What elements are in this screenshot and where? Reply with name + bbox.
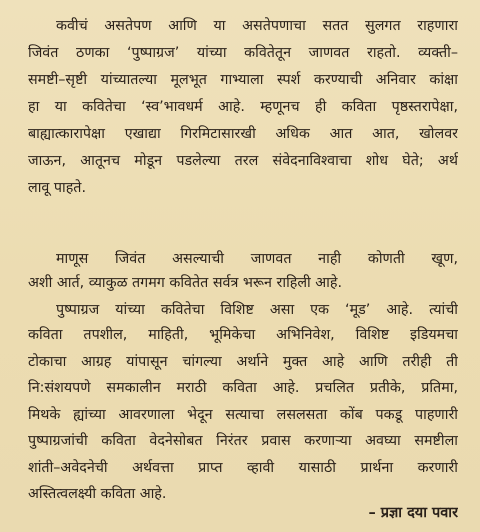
paragraph-1-line-5: बाह्यात्कारापेक्षा एखाद्या गिरमिटासारखी अधिक आत आत, खोलवर: [28, 126, 458, 142]
paragraph-3-line-3: टोकाचा आग्रह यांपासून चांगल्या अर्थाने मुक्त आहे आणि तरीही ती: [28, 354, 458, 370]
paragraph-3-line-1: पुष्पाग्रज यांच्या कवितेचा विशिष्ट असा एक ‘मूड’ आहे. त्यांची: [56, 302, 458, 318]
paragraph-1-line-3: समष्टी–सृष्टी यांच्यातल्या मूलभूत गाभ्याला स्पर्श करण्याची अनिवार कांक्षा: [28, 72, 458, 88]
paragraph-3-line-8: अस्तित्वलक्ष्यी कविता आहे.: [28, 486, 167, 502]
author-signature: – प्रज्ञा दया पवार: [368, 505, 458, 521]
paragraph-3-line-7: शांती–अवेदनेची अर्थवत्ता प्राप्त व्हावी यासाठी प्रार्थना करणारी: [28, 460, 458, 476]
paragraph-1-line-4: हा या कवितेचा ‘स्व’भावधर्म आहे. म्हणूनच ही कविता पृष्ठस्तरापेक्षा,: [28, 99, 458, 115]
paragraph-1-line-6: जाऊन, आतूनच मोडून पडलेल्या तरल संवेदनाविश्वाचा शोध घेते; अर्थ: [28, 153, 458, 169]
paragraph-3-line-2: कविता तपशील, माहिती, भूमिकेचा अभिनिवेश, विशिष्ट इडियमचा: [28, 327, 458, 343]
paragraph-1-line-1: कवीचं असतेपण आणि या असतेपणाचा सतत सुलगत राहणारा: [56, 18, 458, 34]
paragraph-2-line-1: माणूस जिवंत असल्याची जाणवत नाही कोणती खूण,: [56, 251, 458, 267]
paragraph-1-line-2: जिवंत ठणका ‘पुष्पाग्रज’ यांच्या कवितेतून जाणवत राहतो. व्यक्ती–: [28, 45, 458, 61]
paragraph-3-line-6: पुष्पाग्रजांची कविता वेदनेसोबत निरंतर प्रवास करणाऱ्या अवघ्या समष्टीला: [28, 433, 458, 449]
paragraph-3-line-4: नि:संशयपणे समकालीन मराठी कविता आहे. प्रचलित प्रतीके, प्रतिमा,: [28, 380, 458, 396]
paragraph-1-line-7: लावू पाहते.: [28, 180, 86, 196]
paragraph-3-line-5: मिथके ह्यांच्या आवरणाला भेदून सत्याचा लसलसता कोंब पकडू पाहणारी: [28, 407, 458, 423]
paragraph-2-line-2: अशी आर्त, व्याकुळ तगमग कवितेत सर्वत्र भरून राहिली आहे.: [28, 275, 343, 291]
